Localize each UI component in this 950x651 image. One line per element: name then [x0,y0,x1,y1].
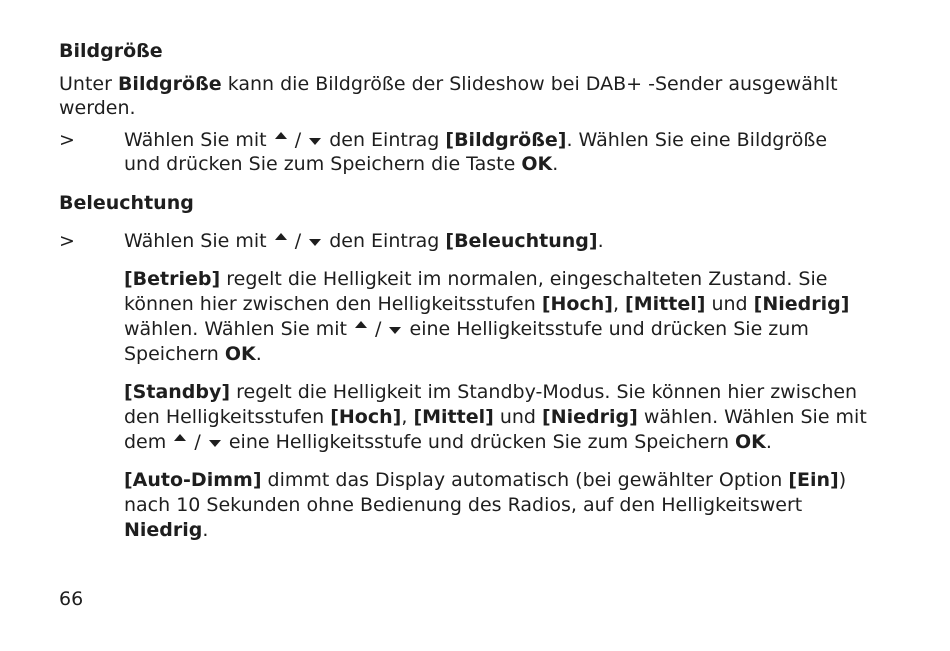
bildgroesse-step-line-1: Wählen Sie mit / den Eintrag [Bildgröße]. Wählen Sie eine Bildgröße [124,129,828,151]
beleuchtung-step-line: Wählen Sie mit / den Eintrag [Beleuchtung]. [124,230,604,252]
step-marker: > [59,129,75,151]
arrow-up-icon [174,434,186,441]
arrow-up-icon [275,132,287,139]
betrieb-line-1: [Betrieb] regelt die Helligkeit im normalen, eingeschalteten Zustand. Sie [124,268,828,290]
arrow-down-icon [309,138,321,145]
standby-line-1: [Standby] regelt die Helligkeit im Standby-Modus. Sie können hier zwischen [124,381,858,403]
arrow-up-icon [275,233,287,240]
arrow-down-icon [209,440,221,447]
bildgroesse-intro-line-2: werden. [59,97,136,119]
standby-line-2: den Helligkeitsstufen [Hoch], [Mittel] und [Niedrig] wählen. Wählen Sie mit [124,406,867,428]
bildgroesse-step-line-2: und drücken Sie zum Speichern die Taste OK. [124,153,559,175]
betrieb-line-4: Speichern OK. [124,343,262,365]
betrieb-line-2: können hier zwischen den Helligkeitsstufen [Hoch], [Mittel] und [Niedrig] [124,293,850,315]
arrow-down-icon [389,327,401,334]
autodimm-line-2: nach 10 Sekunden ohne Bedienung des Radios, auf den Helligkeitswert [124,494,803,516]
heading-bildgroesse: Bildgröße [59,40,163,62]
heading-beleuchtung: Beleuchtung [59,192,194,214]
standby-line-3: dem / eine Helligkeitsstufe und drücken Sie zum Speichern OK. [124,431,772,453]
betrieb-line-3: wählen. Wählen Sie mit / eine Helligkeitsstufe und drücken Sie zum [124,318,809,340]
arrow-down-icon [309,239,321,246]
autodimm-line-1: [Auto-Dimm] dimmt das Display automatisch (bei gewählter Option [Ein]) [124,469,847,491]
page-number: 66 [59,588,84,610]
autodimm-line-3: Niedrig. [124,519,209,541]
step-marker: > [59,230,75,252]
arrow-up-icon [355,321,367,328]
bildgroesse-intro-line-1: Unter Bildgröße kann die Bildgröße der Slideshow bei DAB+ -Sender ausgewählt [59,73,838,95]
